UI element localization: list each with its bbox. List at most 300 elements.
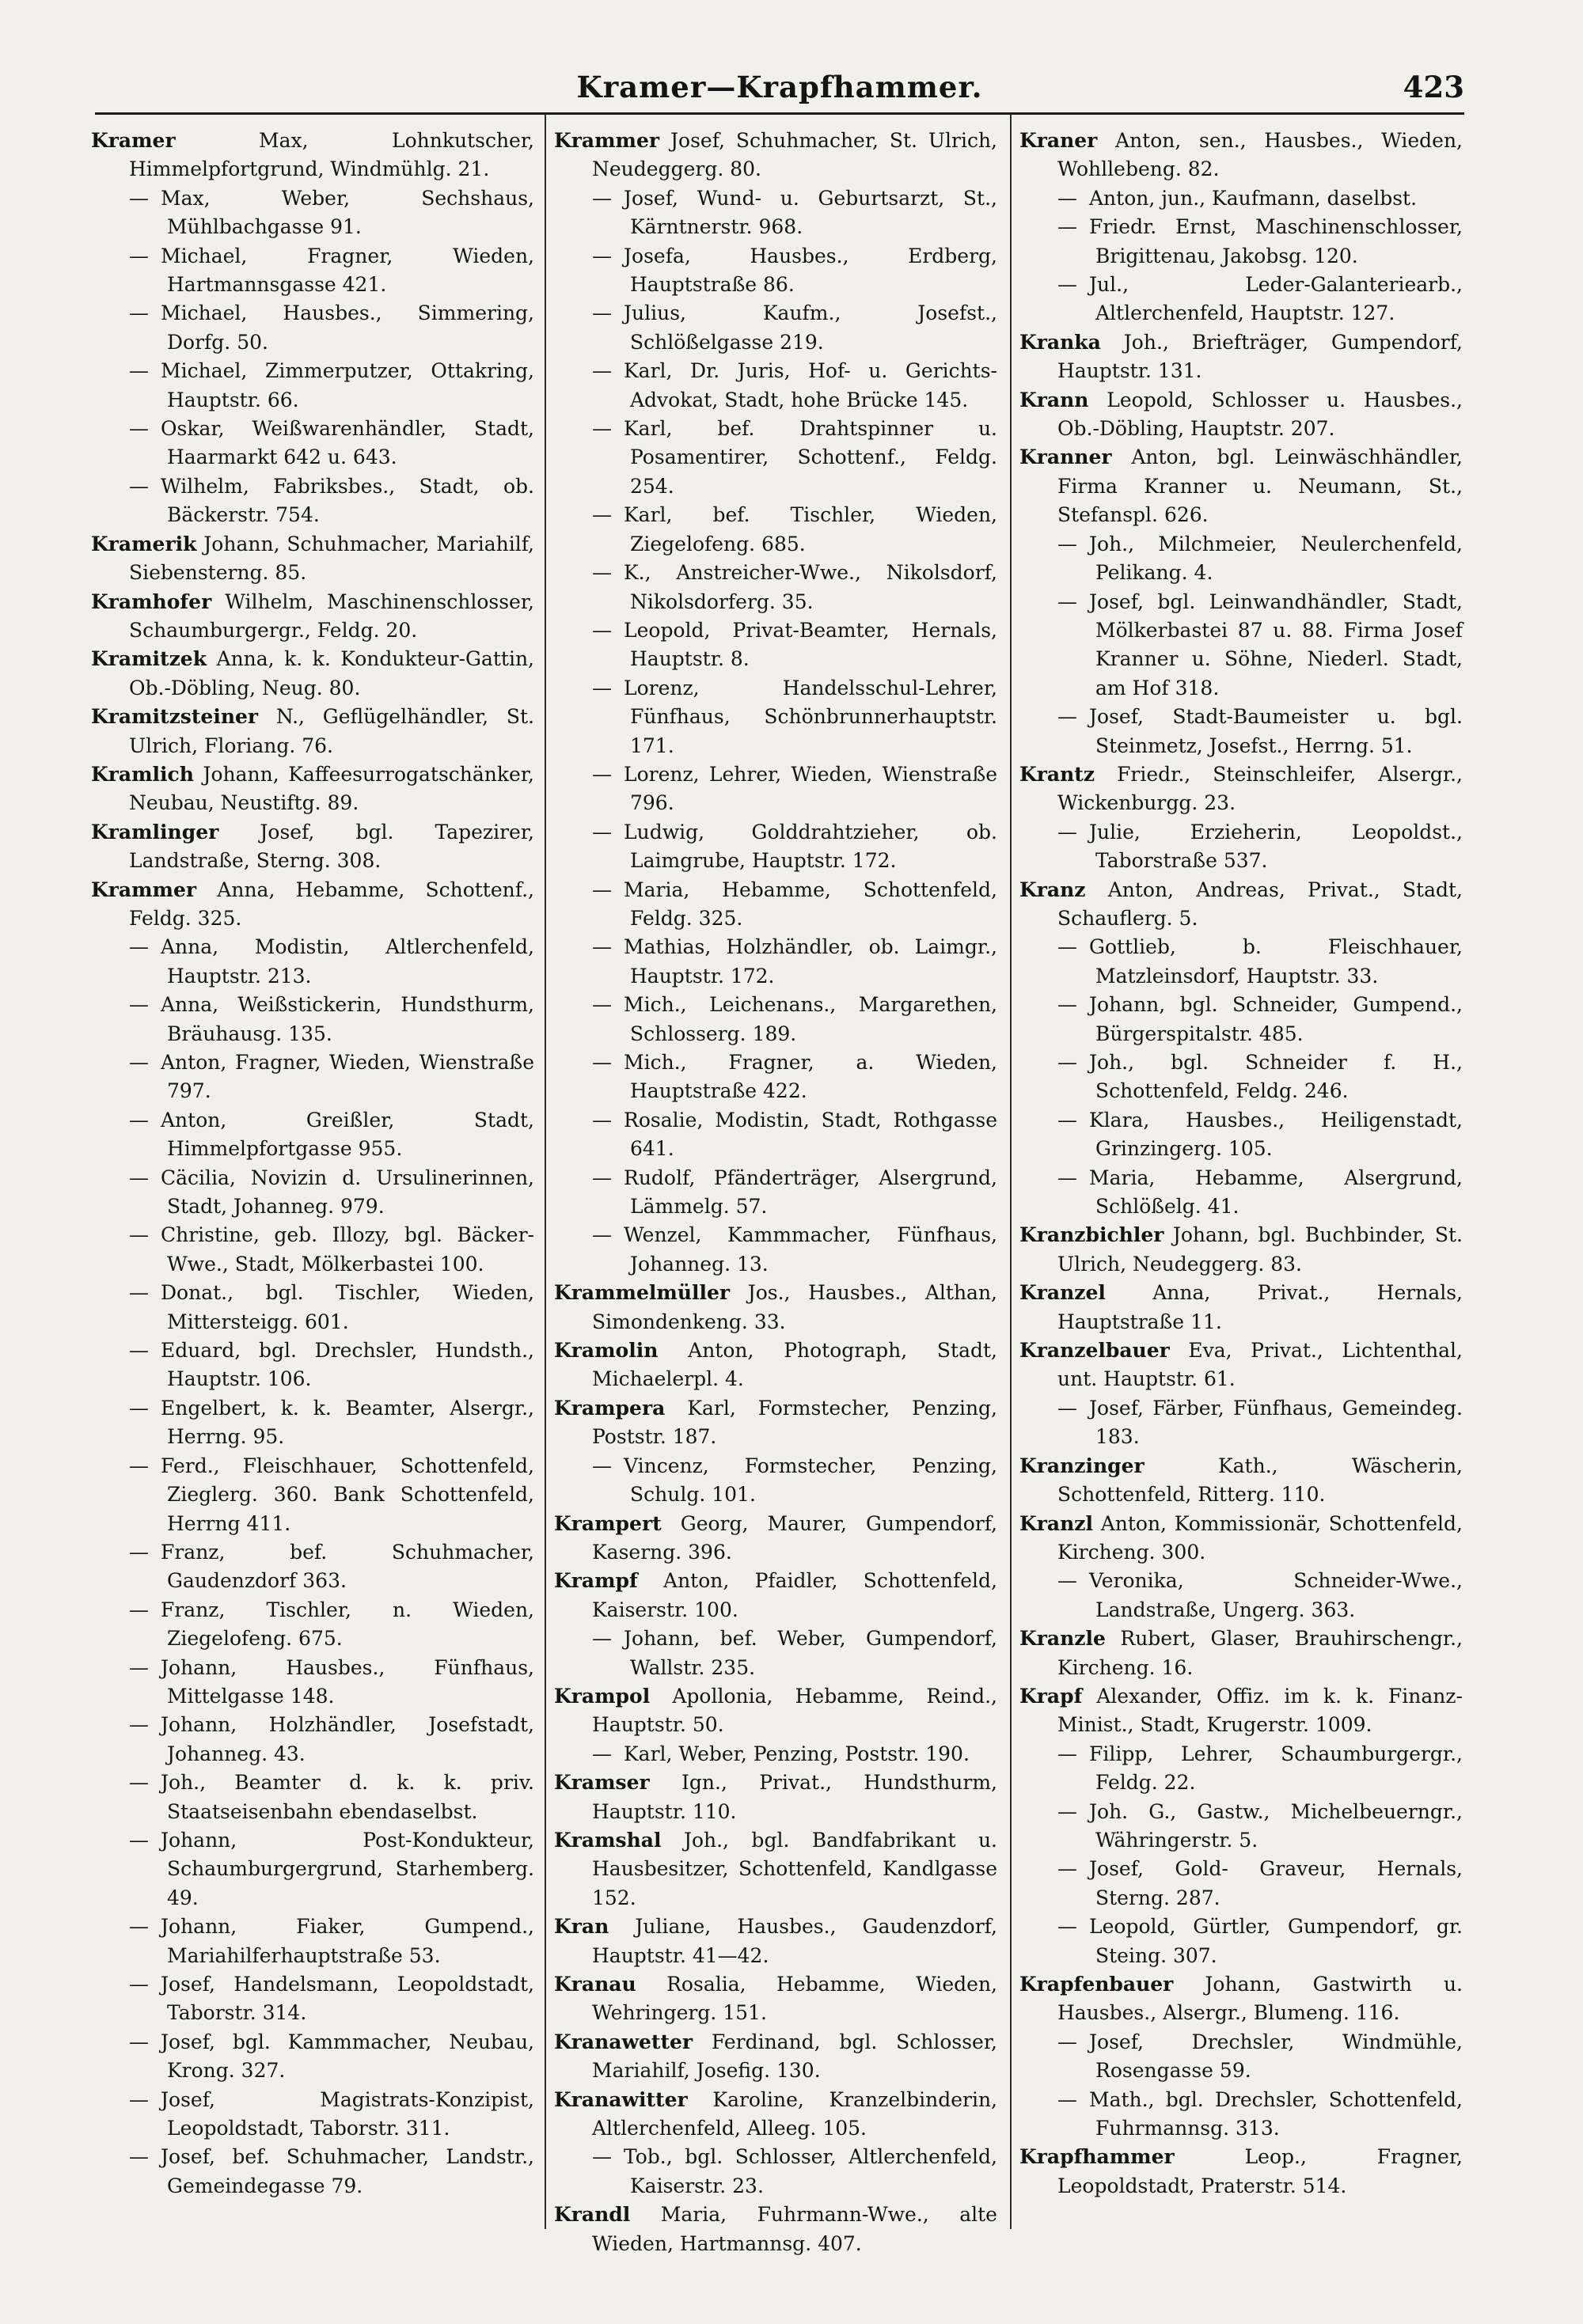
entry-text: Leopold, Gürtler, Gumpendorf, gr. Steing. 307. xyxy=(1089,1915,1463,1967)
directory-entry xyxy=(1019,1048,1463,1106)
directory-entry xyxy=(91,530,534,588)
ditto-dash: — xyxy=(1057,993,1077,1017)
entry-text: Oskar, Weißwarenhändler, Stadt, Haarmarkt 642 u. 643. xyxy=(161,417,534,469)
entry-text: Wilhelm, Maschinenschlosser, Schaumburgergr., Feldg. 20. xyxy=(129,590,534,642)
entry-text: Mathias, Holzhändler, ob. Laimgr., Hauptstr. 172. xyxy=(624,935,997,988)
entry-text: Donat., bgl. Tischler, Wieden, Mittersteigg. 601. xyxy=(161,1281,534,1333)
entry-text: Leopold, Privat-Beamter, Hernals, Hauptstr. 8. xyxy=(624,618,997,671)
entry-surname: Kranzelbauer xyxy=(1019,1339,1170,1363)
entry-text: Jul., Leder-Galanteriearb., Altlerchenfeld, Hauptstr. 127. xyxy=(1089,273,1463,325)
entry-text: Josef, Handelsmann, Leopoldstadt, Taborstr. 314. xyxy=(161,1973,534,2025)
entry-text: Joh., bgl. Bandfabrikant u. Hausbesitzer, Schottenfeld, Kandlgasse 152. xyxy=(592,1828,997,1909)
directory-entry xyxy=(554,357,997,415)
entry-surname: Kramlinger xyxy=(91,820,219,844)
directory-entry xyxy=(91,127,534,184)
directory-column-2 xyxy=(554,127,998,2255)
entry-text: Josef, bef. Schuhmacher, Landstr., Gemeindegasse 79. xyxy=(161,2145,534,2197)
directory-entry xyxy=(554,415,997,501)
entry-text: Joh., Beamter d. k. k. priv. Staatseisenbahn ebendaselbst. xyxy=(161,1771,534,1823)
directory-entry xyxy=(554,1769,997,1826)
directory-entry xyxy=(91,876,534,934)
entry-text: Anna, k. k. Kondukteur-Gattin, Ob.-Döbling, Neug. 80. xyxy=(129,647,535,699)
directory-entry xyxy=(91,933,534,991)
entry-text: Gottlieb, b. Fleischhauer, Matzleinsdorf, Hauptstr. 33. xyxy=(1089,935,1463,988)
directory-entry xyxy=(1019,1682,1463,1740)
ditto-dash: — xyxy=(129,1051,149,1074)
entry-text: Johann, Hausbes., Fünfhaus, Mittelgasse 148. xyxy=(161,1655,534,1708)
directory-entry xyxy=(554,876,997,934)
ditto-dash: — xyxy=(1057,705,1077,729)
ditto-dash: — xyxy=(129,1108,149,1132)
ditto-dash: — xyxy=(1057,1857,1077,1881)
directory-entry xyxy=(1019,386,1463,444)
entry-text: Julie, Erzieherin, Leopoldst., Taborstraße 537. xyxy=(1089,820,1463,873)
directory-entry xyxy=(91,1279,534,1336)
directory-entry xyxy=(1019,1510,1463,1568)
ditto-dash: — xyxy=(129,1598,149,1621)
directory-entry xyxy=(91,1970,534,2028)
entry-text: Anton, sen., Hausbes., Wieden, Wohllebeng. 82. xyxy=(1057,129,1463,181)
entry-text: Christine, geb. Illozy, bgl. Bäcker-Wwe., Stadt, Mölkerbastei 100. xyxy=(161,1223,534,1276)
entry-text: Anna, Modistin, Altlerchenfeld, Hauptstr. 213. xyxy=(161,935,534,988)
entry-surname: Kranzle xyxy=(1019,1627,1106,1651)
ditto-dash: — xyxy=(592,2145,612,2169)
entry-text: Joh., Briefträger, Gumpendorf, Hauptstr. 131. xyxy=(1057,330,1463,383)
entry-text: Mich., Leichenans., Margarethen, Schlosserg. 189. xyxy=(624,993,997,1045)
ditto-dash: — xyxy=(592,1108,612,1132)
ditto-dash: — xyxy=(592,561,612,585)
entry-text: Josef, bgl. Leinwandhändler, Stadt, Mölkerbastei 87 u. 88. Firma Josef Kranner u. Söhne, Niederl. Stadt, am Hof 318. xyxy=(1089,590,1463,699)
entry-text: Franz, bef. Schuhmacher, Gaudenzdorf 363. xyxy=(161,1540,534,1593)
entry-text: Johann, Post-Kondukteur, Schaumburgergrund, Starhemberg. 49. xyxy=(161,1828,534,1909)
entry-surname: Krampert xyxy=(554,1511,662,1535)
ditto-dash: — xyxy=(129,993,149,1017)
entry-text: Josef, Drechsler, Windmühle, Rosengasse 59. xyxy=(1089,2030,1463,2083)
entry-text: Ferd., Fleischhauer, Schottenfeld, Zieglerg. 360. Bank Schottenfeld, Herrng 411. xyxy=(161,1454,534,1535)
ditto-dash: — xyxy=(1057,2030,1077,2053)
directory-entry xyxy=(1019,588,1463,703)
directory-entry xyxy=(1019,991,1463,1048)
directory-entry xyxy=(91,2028,534,2086)
directory-entry xyxy=(1019,530,1463,588)
entry-text: Johann, Schuhmacher, Mariahilf, Siebensterng. 85. xyxy=(129,532,534,585)
ditto-dash: — xyxy=(592,301,612,325)
ditto-dash: — xyxy=(129,1713,149,1737)
ditto-dash: — xyxy=(129,1339,149,1363)
entry-surname: Kranzbichler xyxy=(1019,1223,1164,1247)
entry-text: K., Anstreicher-Wwe., Nikolsdorf, Nikolsdorferg. 35. xyxy=(624,561,997,613)
ditto-dash: — xyxy=(1057,1396,1077,1420)
directory-entry xyxy=(1019,271,1463,328)
ditto-dash: — xyxy=(592,1627,612,1651)
entry-text: Rudolf, Pfänderträger, Alsergrund, Lämmelg. 57. xyxy=(624,1166,997,1219)
entry-text: Engelbert, k. k. Beamter, Alsergr., Herrng. 95. xyxy=(161,1396,534,1449)
entry-text: Franz, Tischler, n. Wieden, Ziegelofeng. 675. xyxy=(161,1598,534,1651)
directory-entry xyxy=(1019,1164,1463,1222)
directory-entry xyxy=(554,2143,997,2201)
entry-text: Maria, Hebamme, Schottenfeld, Feldg. 325. xyxy=(624,878,997,930)
entry-text: Klara, Hausbes., Heiligenstadt, Grinzingerg. 105. xyxy=(1089,1108,1463,1161)
ditto-dash: — xyxy=(1057,935,1077,959)
entry-surname: Krann xyxy=(1019,388,1089,411)
directory-entry xyxy=(91,2143,534,2201)
entry-text: Cäcilia, Novizin d. Ursulinerinnen, Stadt, Johanneg. 979. xyxy=(161,1166,534,1219)
directory-entry xyxy=(91,818,534,876)
entry-surname: Krampol xyxy=(554,1684,651,1708)
directory-entry xyxy=(91,2086,534,2144)
entry-text: Johann, Fiaker, Gumpend., Mariahilferhauptstraße 53. xyxy=(161,1915,534,1967)
entry-text: Mich., Fragner, a. Wieden, Hauptstraße 422. xyxy=(624,1051,997,1103)
ditto-dash: — xyxy=(592,993,612,1017)
directory-entry xyxy=(554,1970,997,2028)
ditto-dash: — xyxy=(592,762,612,786)
directory-entry xyxy=(1019,213,1463,271)
directory-entry xyxy=(1019,1913,1463,1970)
directory-entry xyxy=(1019,1970,1463,2028)
entry-text: Filipp, Lehrer, Schaumburgergr., Feldg. 22. xyxy=(1089,1742,1463,1795)
entry-text: Apollonia, Hebamme, Reind., Hauptstr. 50. xyxy=(592,1684,997,1737)
entry-text: Karl, bef. Tischler, Wieden, Ziegelofeng. 685. xyxy=(624,503,997,555)
entry-text: Georg, Maurer, Gumpendorf, Kaserng. 396. xyxy=(592,1511,997,1564)
directory-entry xyxy=(91,760,534,818)
entry-text: Johann, Kaffeesurrogatschänker, Neubau, Neustiftg. 89. xyxy=(129,762,535,815)
directory-entry xyxy=(91,472,534,530)
entry-surname: Kranka xyxy=(1019,330,1101,354)
entry-text: Maria, Hebamme, Alsergrund, Schlößelg. 41. xyxy=(1089,1166,1463,1219)
directory-entry xyxy=(91,1394,534,1452)
ditto-dash: — xyxy=(129,474,149,498)
directory-entry xyxy=(91,991,534,1048)
ditto-dash: — xyxy=(129,1396,149,1420)
ditto-dash: — xyxy=(129,1915,149,1939)
ditto-dash: — xyxy=(1057,215,1077,239)
directory-entry xyxy=(554,1336,997,1394)
directory-entry xyxy=(91,299,534,357)
entry-surname: Krapfhammer xyxy=(1019,2145,1175,2169)
ditto-dash: — xyxy=(1057,273,1077,297)
entry-surname: Krammelmüller xyxy=(554,1281,731,1305)
entry-surname: Kranz xyxy=(1019,878,1086,901)
directory-entry xyxy=(554,1048,997,1106)
entry-text: Anna, Privat., Hernals, Hauptstraße 11. xyxy=(1057,1281,1463,1333)
ditto-dash: — xyxy=(592,417,612,441)
entry-text: Karl, Weber, Penzing, Poststr. 190. xyxy=(624,1742,970,1765)
entry-surname: Kramlich xyxy=(91,762,194,786)
directory-entry xyxy=(554,1394,997,1452)
directory-entry xyxy=(91,1826,534,1913)
entry-text: Josef, bgl. Tapezirer, Landstraße, Sterng. 308. xyxy=(129,820,534,873)
entry-text: Michael, Hausbes., Simmering, Dorfg. 50. xyxy=(161,301,534,354)
directory-entry xyxy=(1019,1279,1463,1336)
directory-entry xyxy=(1019,443,1463,529)
column-divider xyxy=(1010,114,1012,2229)
ditto-dash: — xyxy=(1057,1166,1077,1189)
entry-surname: Kramser xyxy=(554,1771,650,1795)
directory-entry xyxy=(91,1452,534,1538)
ditto-dash: — xyxy=(592,359,612,383)
directory-entry xyxy=(1019,1452,1463,1510)
entry-text: Michael, Zimmerputzer, Ottakring, Hauptstr. 66. xyxy=(161,359,534,411)
entry-text: Juliane, Hausbes., Gaudenzdorf, Hauptstr. 41—42. xyxy=(592,1915,997,1967)
running-head: Kramer—Krapfhammer. xyxy=(576,70,983,104)
directory-entry xyxy=(554,674,997,760)
directory-entry xyxy=(91,1221,534,1279)
ditto-dash: — xyxy=(1057,1915,1077,1939)
directory-entry xyxy=(554,2201,997,2258)
directory-entry xyxy=(554,760,997,818)
ditto-dash: — xyxy=(592,935,612,959)
entry-text: Anna, Hebamme, Schottenf., Feldg. 325. xyxy=(129,878,534,930)
directory-entry xyxy=(1019,1740,1463,1798)
directory-entry xyxy=(1019,184,1463,213)
entry-text: Alexander, Offiz. im k. k. Finanz-Minist., Stadt, Krugerstr. 1009. xyxy=(1057,1684,1463,1737)
ditto-dash: — xyxy=(592,1051,612,1074)
entry-surname: Kramolin xyxy=(554,1339,659,1363)
directory-entry xyxy=(1019,2143,1463,2201)
page-number: 423 xyxy=(1403,70,1464,104)
entry-text: Math., bgl. Drechsler, Schottenfeld, Fuhrmannsg. 313. xyxy=(1089,2087,1463,2140)
entry-text: Johann, Holzhändler, Josefstadt, Johanneg. 43. xyxy=(161,1713,534,1765)
ditto-dash: — xyxy=(129,1454,149,1477)
entry-surname: Krantz xyxy=(1019,762,1095,786)
directory-entry xyxy=(91,357,534,415)
entry-surname: Kramitzsteiner xyxy=(91,705,259,729)
directory-entry xyxy=(554,1625,997,1682)
directory-entry xyxy=(1019,1221,1463,1279)
ditto-dash: — xyxy=(1057,1799,1077,1823)
directory-entry xyxy=(554,818,997,876)
directory-entry xyxy=(91,184,534,242)
directory-entry xyxy=(1019,1855,1463,1913)
entry-surname: Kranawetter xyxy=(554,2030,693,2053)
ditto-dash: — xyxy=(1057,820,1077,844)
ditto-dash: — xyxy=(129,1166,149,1189)
ditto-dash: — xyxy=(129,1655,149,1679)
ditto-dash: — xyxy=(129,244,149,267)
entry-surname: Kramer xyxy=(91,129,176,152)
ditto-dash: — xyxy=(129,2087,149,2111)
directory-entry xyxy=(554,501,997,559)
directory-entry xyxy=(91,1164,534,1222)
entry-text: Karl, bef. Drahtspinner u. Posamentirer, Schottenf., Feldg. 254. xyxy=(624,417,997,498)
entry-text: Michael, Fragner, Wieden, Hartmannsgasse 421. xyxy=(161,244,534,297)
directory-entry xyxy=(554,1164,997,1222)
ditto-dash: — xyxy=(129,1281,149,1305)
entry-text: N., Geflügelhändler, St. Ulrich, Floriang. 76. xyxy=(129,705,534,757)
entry-text: Max, Weber, Sechshaus, Mühlbachgasse 91. xyxy=(161,186,534,239)
entry-surname: Krampera xyxy=(554,1396,666,1420)
ditto-dash: — xyxy=(129,1540,149,1564)
entry-text: Rubert, Glaser, Brauhirschengr., Kircheng. 16. xyxy=(1057,1627,1463,1679)
directory-entry xyxy=(554,991,997,1048)
column-divider xyxy=(545,114,546,2229)
entry-text: Joh., Milchmeier, Neulerchenfeld, Pelikang. 4. xyxy=(1089,532,1463,585)
directory-entry xyxy=(554,1682,997,1740)
entry-text: Johann, Gastwirth u. Hausbes., Alsergr., Blumeng. 116. xyxy=(1057,1973,1463,2025)
entry-text: Josef, bgl. Kammmacher, Neubau, Krong. 327. xyxy=(161,2030,534,2083)
directory-entry xyxy=(91,415,534,472)
directory-entry xyxy=(554,559,997,616)
entry-text: Anton, Pfaidler, Schottenfeld, Kaiserstr. 100. xyxy=(592,1569,997,1621)
entry-text: Leopold, Schlosser u. Hausbes., Ob.-Döbling, Hauptstr. 207. xyxy=(1057,388,1463,441)
entry-text: Johann, bef. Weber, Gumpendorf, Wallstr. 235. xyxy=(624,1627,997,1679)
entry-text: Anton, Photograph, Stadt, Michaelerpl. 4. xyxy=(592,1339,997,1391)
ditto-dash: — xyxy=(592,618,612,642)
entry-surname: Krammer xyxy=(91,878,197,901)
entry-text: Josef, Wund- u. Geburtsarzt, St., Kärntnerstr. 968. xyxy=(624,186,997,239)
entry-text: Josef, Stadt-Baumeister u. bgl. Steinmetz, Josefst., Herrng. 51. xyxy=(1089,705,1463,757)
directory-entry xyxy=(1019,1798,1463,1856)
ditto-dash: — xyxy=(129,2145,149,2169)
directory-entry xyxy=(554,242,997,300)
directory-entry xyxy=(1019,1106,1463,1164)
ditto-dash: — xyxy=(1057,1569,1077,1593)
directory-entry xyxy=(1019,760,1463,818)
ditto-dash: — xyxy=(592,878,612,901)
entry-text: Anton, bgl. Leinwäschhändler, Firma Kranner u. Neumann, St., Stefanspl. 626. xyxy=(1057,445,1463,527)
directory-entry xyxy=(1019,876,1463,934)
entry-text: Lorenz, Handelsschul-Lehrer, Fünfhaus, Schönbrunnerhauptstr. 171. xyxy=(624,676,997,757)
directory-entry xyxy=(91,1596,534,1654)
entry-text: Joh., bgl. Schneider f. H., Schottenfeld, Feldg. 246. xyxy=(1089,1051,1463,1103)
entry-text: Friedr., Steinschleifer, Alsergr., Wickenburgg. 23. xyxy=(1057,762,1463,815)
entry-text: Eduard, bgl. Drechsler, Hundsth., Hauptstr. 106. xyxy=(161,1339,534,1391)
directory-entry xyxy=(91,1913,534,1970)
entry-surname: Kramhofer xyxy=(91,590,212,613)
entry-surname: Kramshal xyxy=(554,1828,662,1852)
ditto-dash: — xyxy=(592,503,612,527)
directory-entry xyxy=(1019,127,1463,184)
entry-surname: Kramerik xyxy=(91,532,197,555)
entry-surname: Krampf xyxy=(554,1569,638,1593)
entry-text: Karl, Dr. Juris, Hof- u. Gerichts-Advokat, Stadt, hohe Brücke 145. xyxy=(624,359,997,411)
directory-entry xyxy=(554,1510,997,1568)
entry-text: Maria, Fuhrmann-Wwe., alte Wieden, Hartmannsg. 407. xyxy=(592,2203,997,2255)
directory-entry xyxy=(91,645,534,703)
entry-text: Kath., Wäscherin, Schottenfeld, Ritterg. 110. xyxy=(1057,1454,1463,1507)
ditto-dash: — xyxy=(1057,1742,1077,1765)
ditto-dash: — xyxy=(1057,532,1077,555)
ditto-dash: — xyxy=(592,186,612,210)
directory-entry xyxy=(1019,1567,1463,1625)
directory-entry xyxy=(554,616,997,674)
entry-text: Julius, Kaufm., Josefst., Schlößelgasse 219. xyxy=(624,301,997,354)
directory-entry xyxy=(1019,1336,1463,1394)
entry-text: Max, Lohnkutscher, Himmelpfortgrund, Windmühlg. 21. xyxy=(129,129,534,181)
entry-text: Veronika, Schneider-Wwe., Landstraße, Ungerg. 363. xyxy=(1089,1569,1463,1621)
entry-text: Karl, Formstecher, Penzing, Poststr. 187. xyxy=(592,1396,997,1449)
directory-entry xyxy=(91,588,534,646)
entry-surname: Krapf xyxy=(1019,1684,1083,1708)
directory-entry xyxy=(1019,2028,1463,2086)
directory-entry xyxy=(554,299,997,357)
ditto-dash: — xyxy=(129,417,149,441)
ditto-dash: — xyxy=(129,1223,149,1247)
entry-text: Lorenz, Lehrer, Wieden, Wienstraße 796. xyxy=(624,762,997,815)
ditto-dash: — xyxy=(129,301,149,325)
ditto-dash: — xyxy=(1057,1051,1077,1074)
directory-entry xyxy=(91,1654,534,1712)
entry-surname: Krandl xyxy=(554,2203,631,2227)
entry-text: Rosalie, Modistin, Stadt, Rothgasse 641. xyxy=(624,1108,997,1161)
directory-entry xyxy=(554,127,997,184)
ditto-dash: — xyxy=(592,1223,612,1247)
entry-surname: Kranau xyxy=(554,1973,636,1996)
directory-entry xyxy=(554,184,997,242)
directory-entry xyxy=(554,1826,997,1913)
ditto-dash: — xyxy=(592,676,612,699)
directory-entry xyxy=(554,1567,997,1625)
entry-text: Josef, Magistrats-Konzipist, Leopoldstadt, Taborstr. 311. xyxy=(161,2087,534,2140)
entry-text: Eva, Privat., Lichtenthal, unt. Hauptstr. 61. xyxy=(1057,1339,1463,1391)
entry-surname: Kran xyxy=(554,1915,609,1939)
ditto-dash: — xyxy=(592,1454,612,1477)
directory-entry xyxy=(91,1048,534,1106)
ditto-dash: — xyxy=(592,244,612,267)
directory-entry xyxy=(554,2086,997,2144)
entry-surname: Kranzinger xyxy=(1019,1454,1145,1477)
entry-text: Josef, Schuhmacher, St. Ulrich, Neudeggerg. 80. xyxy=(592,129,997,181)
ditto-dash: — xyxy=(592,1166,612,1189)
entry-text: Leop., Fragner, Leopoldstadt, Praterstr. 514. xyxy=(1057,2145,1463,2197)
directory-entry xyxy=(554,1106,997,1164)
directory-entry xyxy=(554,1279,997,1336)
directory-entry xyxy=(1019,328,1463,386)
ditto-dash: — xyxy=(1057,590,1077,613)
directory-entry xyxy=(91,242,534,300)
entry-text: Joh. G., Gastw., Michelbeuerngr., Währingerstr. 5. xyxy=(1089,1799,1463,1852)
entry-text: Friedr. Ernst, Maschinenschlosser, Brigittenau, Jakobsg. 120. xyxy=(1089,215,1463,267)
directory-entry xyxy=(1019,933,1463,991)
directory-entry xyxy=(91,1538,534,1596)
entry-text: Johann, bgl. Buchbinder, St. Ulrich, Neudeggerg. 83. xyxy=(1057,1223,1463,1276)
directory-column-3 xyxy=(1019,127,1463,2229)
entry-text: Wilhelm, Fabriksbes., Stadt, ob. Bäckerstr. 754. xyxy=(161,474,534,527)
directory-entry xyxy=(554,1740,997,1769)
entry-surname: Kranzel xyxy=(1019,1281,1106,1305)
entry-text: Anton, Fragner, Wieden, Wienstraße 797. xyxy=(161,1051,534,1103)
entry-text: Wenzel, Kammmacher, Fünfhaus, Johanneg. 13. xyxy=(624,1223,997,1276)
entry-text: Ferdinand, bgl. Schlosser, Mariahilf, Josefig. 130. xyxy=(592,2030,997,2083)
ditto-dash: — xyxy=(129,1771,149,1795)
directory-entry xyxy=(554,2028,997,2086)
ditto-dash: — xyxy=(592,1742,612,1765)
entry-text: Anton, Andreas, Privat., Stadt, Schauflerg. 5. xyxy=(1057,878,1463,930)
directory-column-1 xyxy=(91,127,534,2229)
ditto-dash: — xyxy=(129,1973,149,1996)
entry-text: Josefa, Hausbes., Erdberg, Hauptstraße 86. xyxy=(624,244,997,297)
ditto-dash: — xyxy=(129,1828,149,1852)
entry-text: Josef, Färber, Fünfhaus, Gemeindeg. 183. xyxy=(1089,1396,1463,1449)
entry-text: Ign., Privat., Hundsthurm, Hauptstr. 110. xyxy=(592,1771,997,1823)
directory-entry xyxy=(1019,1625,1463,1682)
ditto-dash: — xyxy=(1057,1108,1077,1132)
entry-text: Jos., Hausbes., Althan, Simondenkeng. 33. xyxy=(592,1281,997,1333)
ditto-dash: — xyxy=(1057,2087,1077,2111)
page-header xyxy=(95,65,1464,115)
ditto-dash: — xyxy=(129,935,149,959)
directory-entry xyxy=(554,933,997,991)
ditto-dash: — xyxy=(129,359,149,383)
directory-entry xyxy=(1019,1394,1463,1452)
entry-surname: Kramitzek xyxy=(91,647,207,671)
entry-text: Ludwig, Golddrahtzieher, ob. Laimgrube, Hauptstr. 172. xyxy=(624,820,997,873)
directory-entry xyxy=(1019,818,1463,876)
entry-surname: Kranner xyxy=(1019,445,1112,469)
directory-entry xyxy=(554,1913,997,1970)
directory-entry xyxy=(554,1452,997,1510)
entry-surname: Kranawitter xyxy=(554,2087,688,2111)
